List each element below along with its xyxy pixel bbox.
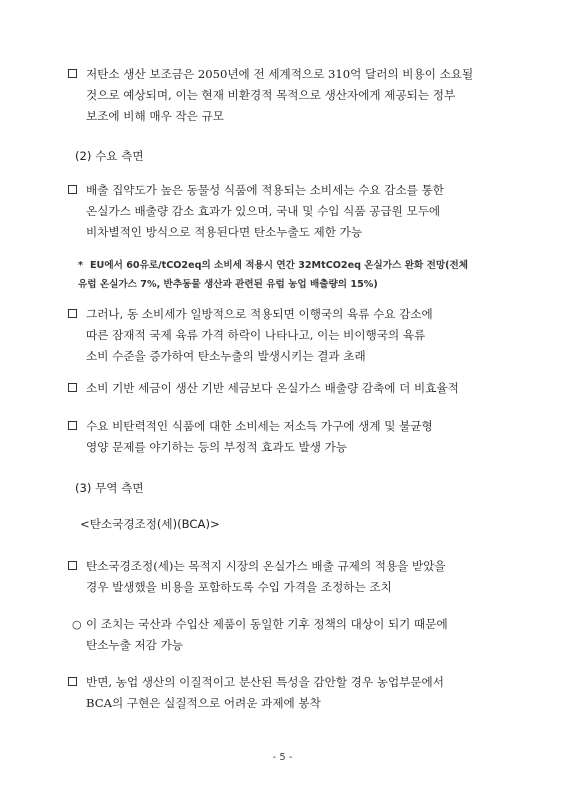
checkbox-square-icon [68,677,77,686]
text-line: 탄소국경조정(세)는 목적지 시장의 온실가스 배출 규제의 적용을 받았을 [86,559,446,573]
page-number: - 5 - [272,752,293,763]
checkbox-square-icon [68,309,77,318]
text-line: 것으로 예상되며, 이는 현재 비환경적 목적으로 생산자에게 제공되는 정부 [86,88,456,102]
text-line: BCA의 구현은 실질적으로 어려운 과제에 봉착 [86,696,321,710]
section-heading-demand: (2) 수요 측면 [75,149,144,163]
text-line: 소비 수준을 증가하여 탄소누출의 발생시키는 결과 초래 [86,349,366,363]
checkbox-square-icon [68,561,77,570]
text-line: 온실가스 배출량 감소 효과가 있으며, 국내 및 수입 식품 공급원 모두에 [86,204,441,218]
text-line: 비차별적인 방식으로 적용된다면 탄소누출도 제한 가능 [86,225,363,239]
circle-bullet-icon: ○ [72,618,82,631]
asterisk-marker: * [78,260,84,271]
text-line: 따른 잠재적 국제 육류 가격 하락이 나타나고, 이는 비이행국의 육류 [86,328,426,342]
text-line: 저탄소 생산 보조금은 2050년에 전 세계적으로 310억 달러의 비용이 소요될 [86,67,474,81]
checkbox-square-icon [68,383,77,392]
bullet-paragraph-bca-definition [66,556,506,598]
bullet-paragraph-subsidy [66,64,506,127]
subheading-bca: <탄소국경조정(세)(BCA)> [80,517,220,531]
text-line: 수요 비탄력적인 식품에 대한 소비세는 저소득 가구에 생계 및 불균형 [86,419,433,433]
text-line: 이 조치는 국산과 수입산 제품이 동일한 기후 정책의 대상이 되기 때문에 [86,617,448,631]
text-line: 영양 문제를 야기하는 등의 부정적 효과도 발생 가능 [86,440,347,454]
text-line: 배출 집약도가 높은 동물성 식품에 적용되는 소비세는 수요 감소를 통한 [86,183,444,197]
section-heading-trade: (3) 무역 측면 [75,481,144,495]
text-line: 그러나, 동 소비세가 일방적으로 적용되면 이행국의 육류 수요 감소에 [86,307,433,321]
text-line: 보조에 비해 매우 작은 규모 [86,109,224,123]
text-line: EU에서 60유로/tCO2eq의 소비세 적용시 연간 32MtCO2eq 온실가스 완화 전망(전체 [90,260,469,271]
footnote-eu-tax [78,256,508,294]
bullet-paragraph-efficiency [66,378,506,399]
checkbox-square-icon [68,69,77,78]
bullet-paragraph-agriculture-bca [66,672,506,714]
text-line: 반면, 농업 생산의 이질적이고 분산된 특성을 감안할 경우 농업부문에서 [86,675,444,689]
text-line: 유럽 온실가스 7%, 반추동물 생산과 관련된 유럽 농업 배출량의 15%) [78,279,378,290]
bullet-paragraph-inelastic [66,416,506,458]
text-line: 경우 발생했을 비용을 포함하도록 수입 가격을 조정하는 조치 [86,580,392,594]
text-line: 소비 기반 세금이 생산 기반 세금보다 온실가스 배출량 감축에 더 비효율적 [86,381,459,395]
sub-bullet-paragraph-leakage [66,614,506,656]
text-line: 탄소누출 저감 가능 [86,638,183,652]
bullet-paragraph-unilateral [66,304,506,367]
checkbox-square-icon [68,421,77,430]
bullet-paragraph-consumption-tax [66,180,506,243]
checkbox-square-icon [68,185,77,194]
